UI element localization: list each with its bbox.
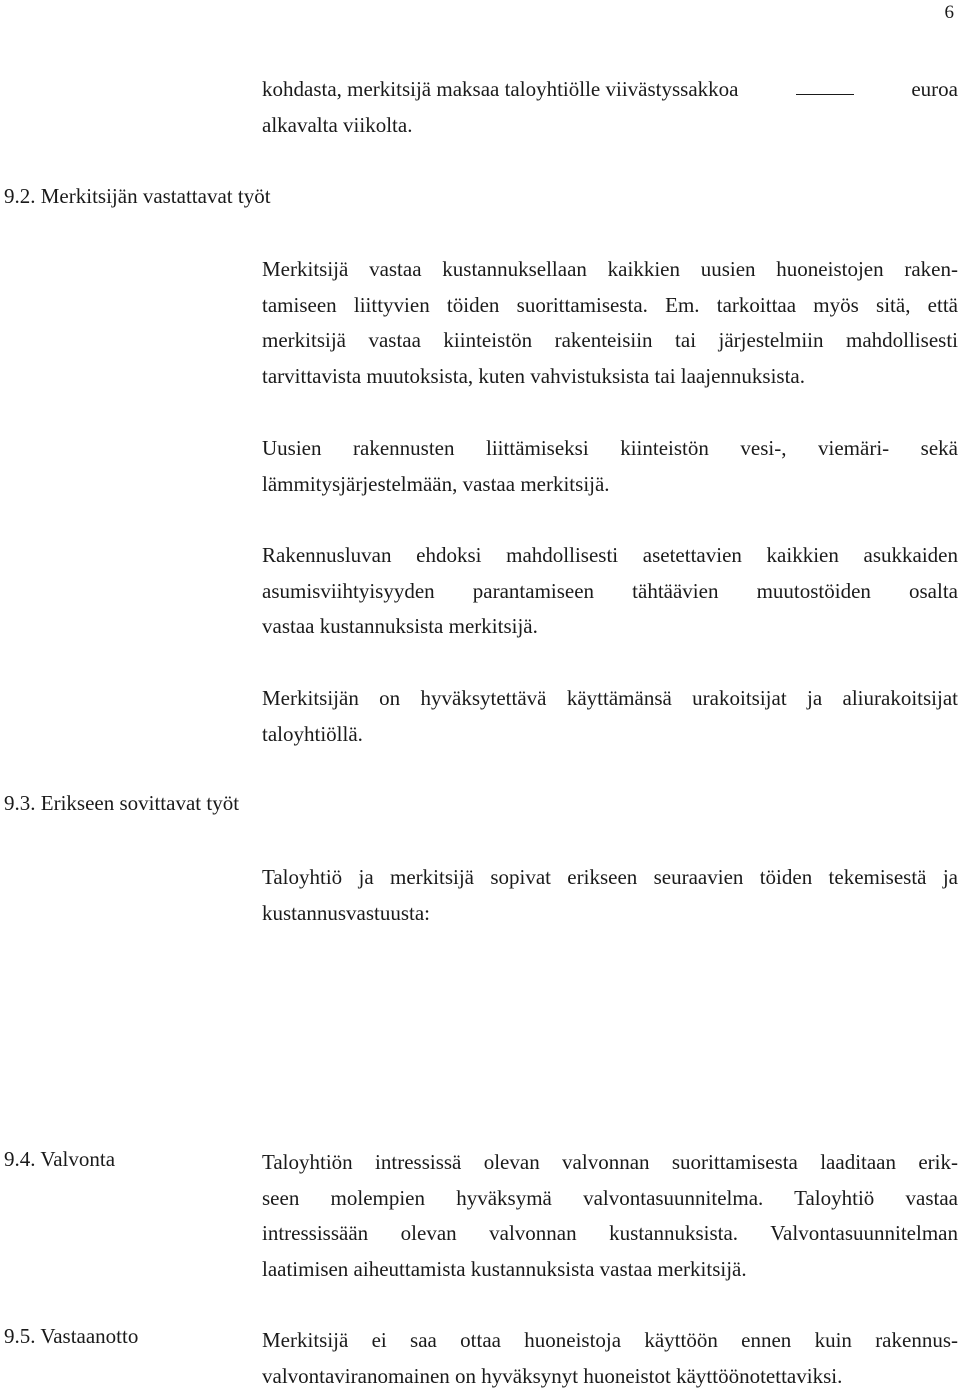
fill-in-blank[interactable] — [796, 76, 854, 95]
paragraph-line: Merkitsijä ei saa ottaa huoneistoja käyttöön ennen kuin rakennus- — [262, 1323, 958, 1359]
paragraph-line: Uusien rakennusten liittämiseksi kiinteistön vesi-, viemäri- sekä — [262, 431, 958, 467]
continuation-line-2: alkavalta viikolta. — [262, 108, 958, 144]
section-heading-9-3: 9.3. Erikseen sovittavat työt — [4, 791, 239, 816]
paragraph-line: Rakennusluvan ehdoksi mahdollisesti asetettavien kaikkien asukkaiden — [262, 538, 958, 574]
section-9-5-paragraph-1 — [262, 1323, 958, 1394]
paragraph-line: asumisviihtyisyyden parantamiseen tähtäävien muutostöiden osalta — [262, 574, 958, 610]
paragraph-line: valvontaviranomainen on hyväksynyt huoneistot käyttöönotettaviksi. — [262, 1359, 958, 1394]
section-heading-9-2: 9.2. Merkitsijän vastattavat työt — [4, 184, 271, 209]
section-9-2-paragraph-2 — [262, 431, 958, 502]
page-number: 6 — [940, 2, 954, 24]
continuation-line-1 — [262, 72, 958, 108]
section-9-4-paragraph-1 — [262, 1145, 958, 1287]
paragraph-line: Merkitsijä vastaa kustannuksellaan kaikkien uusien huoneistojen raken- — [262, 252, 958, 288]
continuation-text: kohdasta, merkitsijä maksaa taloyhtiölle viivästyssakkoa — [262, 72, 738, 108]
section-heading-9-5: 9.5. Vastaanotto — [4, 1324, 138, 1349]
continuation-paragraph — [262, 72, 958, 143]
paragraph-line: merkitsijä vastaa kiinteistön rakenteisiin tai järjestelmiin mahdollisesti — [262, 323, 958, 359]
paragraph-line: vastaa kustannuksista merkitsijä. — [262, 609, 958, 645]
paragraph-line: Merkitsijän on hyväksytettävä käyttämänsä urakoitsijat ja aliurakoitsijat — [262, 681, 958, 717]
paragraph-line: tarvittavista muutoksista, kuten vahvistuksista tai laajennuksista. — [262, 359, 958, 395]
paragraph-line: intressissään olevan valvonnan kustannuksista. Valvontasuunnitelman — [262, 1216, 958, 1252]
paragraph-line: Taloyhtiö ja merkitsijä sopivat erikseen seuraavien töiden tekemisestä ja — [262, 860, 958, 896]
paragraph-line: kustannusvastuusta: — [262, 896, 958, 932]
continuation-unit: euroa — [911, 72, 958, 108]
section-9-2-paragraph-3 — [262, 538, 958, 645]
section-9-2-paragraph-1 — [262, 252, 958, 394]
section-9-2-paragraph-4 — [262, 681, 958, 752]
paragraph-line: laatimisen aiheuttamista kustannuksista vastaa merkitsijä. — [262, 1252, 958, 1288]
paragraph-line: seen molempien hyväksymä valvontasuunnitelma. Taloyhtiö vastaa — [262, 1181, 958, 1217]
paragraph-line: lämmitysjärjestelmään, vastaa merkitsijä. — [262, 467, 958, 503]
section-9-3-paragraph-1 — [262, 860, 958, 931]
paragraph-line: taloyhtiöllä. — [262, 717, 958, 753]
paragraph-line: Taloyhtiön intressissä olevan valvonnan suorittamisesta laaditaan erik- — [262, 1145, 958, 1181]
section-heading-9-4: 9.4. Valvonta — [4, 1147, 115, 1172]
paragraph-line: tamiseen liittyvien töiden suorittamisesta. Em. tarkoittaa myös sitä, että — [262, 288, 958, 324]
